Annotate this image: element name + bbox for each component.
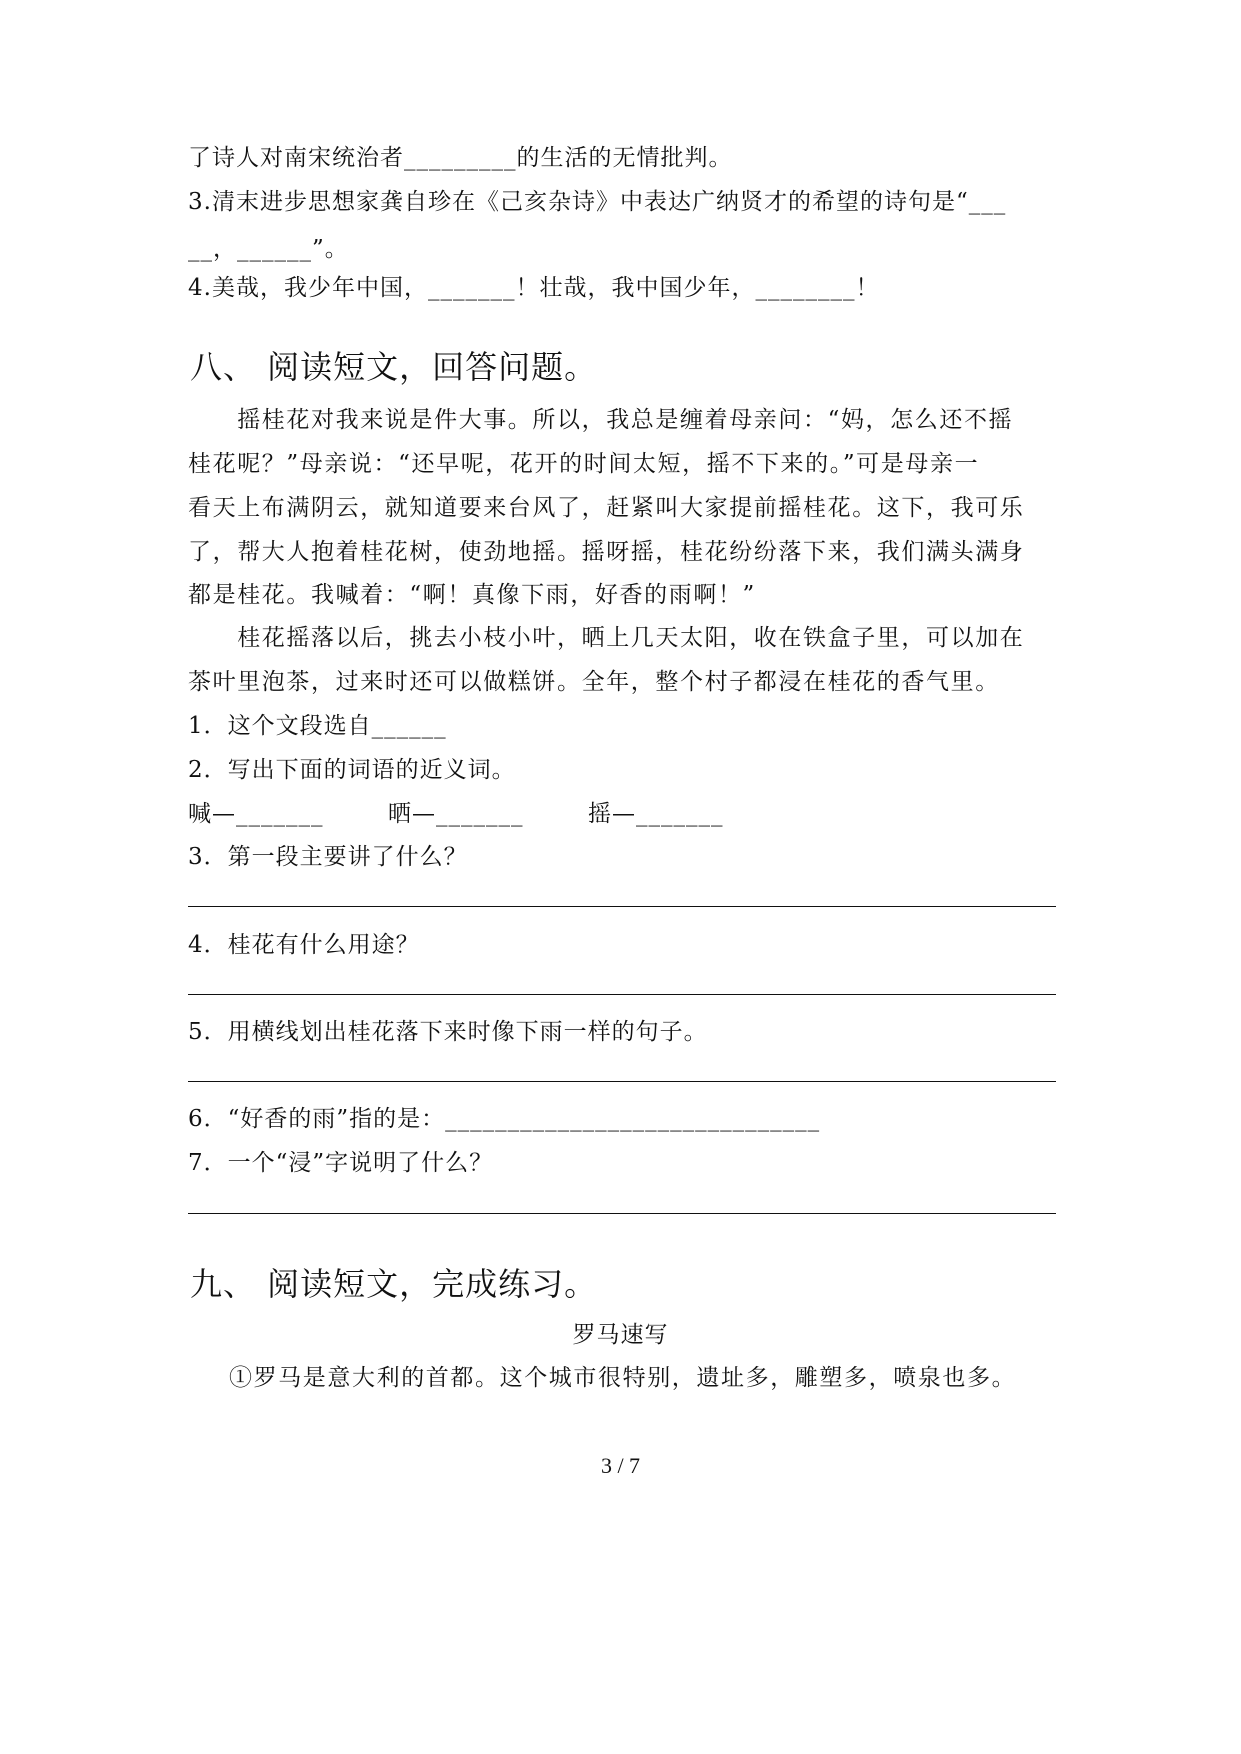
vocab-item-shai: 晒—_______ (388, 801, 524, 827)
passage-line-1: 摇桂花对我来说是件大事。所以，我总是缠着母亲问：“妈，怎么还不摇 (188, 407, 1014, 433)
passage-line-6: 桂花摇落以后，挑去小枝小叶，晒上几天太阳，收在铁盒子里，可以加在 (188, 625, 1025, 651)
vocab-item-han: 喊—_______ (188, 801, 324, 827)
question-3: 3．第一段主要讲了什么？ (188, 844, 468, 870)
vocab-item-yao: 摇—_______ (588, 801, 724, 827)
question-7: 7．一个“浸”字说明了什么？ (188, 1150, 494, 1176)
question-4-line: 4.美哉，我少年中国，_______！壮哉，我中国少年，________！ (188, 275, 880, 301)
answer-line-q7 (188, 1213, 1056, 1214)
question-4: 4．桂花有什么用途？ (188, 932, 420, 958)
answer-line-q4 (188, 994, 1056, 995)
article-paragraph-1: ①罗马是意大利的首都。这个城市很特别，遗址多，雕塑多，喷泉也多。 (229, 1365, 1017, 1391)
question-1: 1．这个文段选自______ (188, 713, 447, 739)
article-title: 罗马速写 (572, 1322, 669, 1348)
question-6: 6．“好香的雨”指的是：______________________________ (188, 1106, 821, 1132)
passage-line-4: 了，帮大人抱着桂花树，使劲地摇。摇呀摇，桂花纷纷落下来，我们满头满身 (188, 539, 1025, 565)
passage-line-7: 茶叶里泡茶，过来时还可以做糕饼。全年，整个村子都浸在桂花的香气里。 (188, 669, 1000, 695)
passage-line-3: 看天上布满阴云，就知道要来台风了，赶紧叫大家提前摇桂花。这下，我可乐 (188, 495, 1025, 521)
section-8-title: 八、 阅读短文，回答问题。 (190, 348, 598, 386)
page-number: 3 / 7 (600, 1453, 641, 1478)
passage-line-2: 桂花呢？”母亲说：“还早呢，花开的时间太短，摇不下来的。”可是母亲一 (188, 451, 980, 477)
text-line-1: 了诗人对南宋统治者_________的生活的无情批判。 (188, 145, 733, 171)
question-3-line: 3.清末进步思想家龚自珍在《己亥杂诗》中表达广纳贤才的希望的诗句是“___ (188, 189, 1007, 215)
question-3-line-cont: __，______”。 (188, 236, 349, 262)
section-9-title: 九、 阅读短文，完成练习。 (190, 1265, 598, 1303)
question-5: 5．用横线划出桂花落下来时像下雨一样的句子。 (188, 1019, 708, 1045)
answer-line-q3 (188, 906, 1056, 907)
passage-line-5: 都是桂花。我喊着：“啊！真像下雨，好香的雨啊！” (188, 582, 756, 608)
question-2: 2．写出下面的词语的近义词。 (188, 757, 516, 783)
answer-line-q5 (188, 1081, 1056, 1082)
